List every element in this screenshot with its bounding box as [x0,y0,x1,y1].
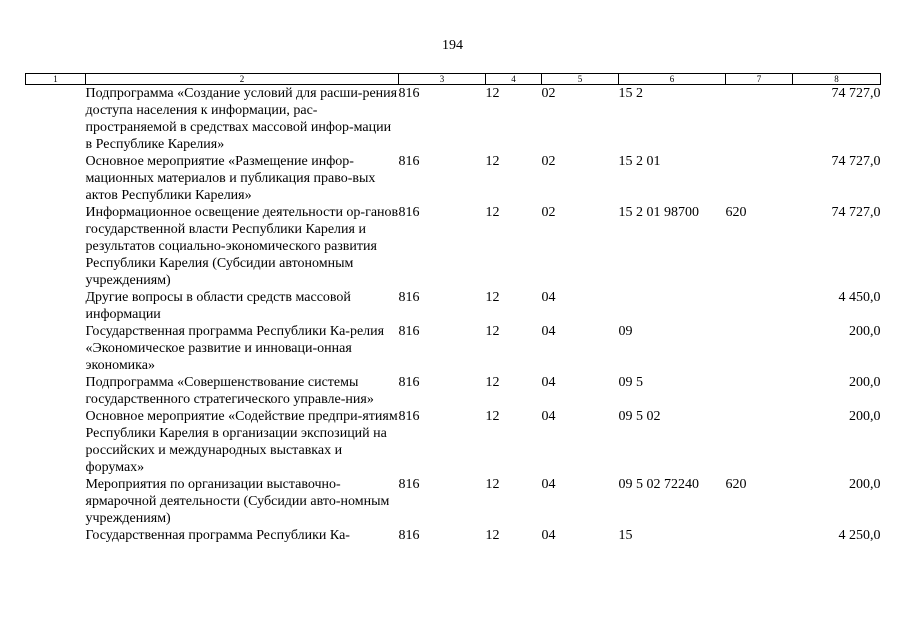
row-expense-type-code [726,289,793,323]
row-expense-type-code [726,374,793,408]
row-section-code: 12 [485,528,500,543]
row-amount: 74 727,0 [831,154,881,169]
row-subsection-code: 04 [541,477,556,492]
row-department-code: 816 [398,528,420,543]
row-department-code: 816 [398,324,420,339]
row-department-code: 816 [398,290,420,305]
row-expense-type-code [726,527,793,544]
row-name: Подпрограмма «Совершенствование системы государственного стратегического управле-ния» [85,375,374,407]
row-name: Основное мероприятие «Содействие предпри-ятиям Республики Карелия в организации экспозиций на российских и международных выставках и форумах» [85,409,398,475]
row-target-item-code: 09 5 [618,375,643,390]
row-subsection-code: 04 [541,375,556,390]
row-section-code: 12 [485,290,500,305]
row-amount: 200,0 [849,324,881,339]
row-subsection-code: 02 [541,86,556,101]
column-number: 8 [793,74,881,85]
row-section-code: 12 [485,154,500,169]
row-target-item-code: 09 5 02 [618,409,661,424]
row-section-code: 12 [485,205,500,220]
row-subsection-code: 02 [541,154,556,169]
row-section-code: 12 [485,409,500,424]
row-department-code: 816 [398,205,420,220]
row-section-code: 12 [485,477,500,492]
row-expense-type-code [726,153,793,204]
column-number-row [26,74,881,85]
row-section-code: 12 [485,86,500,101]
row-amount: 4 450,0 [838,290,881,305]
row-subsection-code: 04 [541,409,556,424]
row-amount: 200,0 [849,409,881,424]
column-number: 3 [399,74,486,85]
row-department-code: 816 [398,375,420,390]
table-row [26,204,881,289]
table-row [26,527,881,544]
row-section-code: 12 [485,324,500,339]
table-row [26,289,881,323]
row-amount: 200,0 [849,375,881,390]
row-subsection-code: 04 [541,324,556,339]
row-subsection-code: 02 [541,205,556,220]
row-expense-type-code: 620 [725,477,747,492]
row-name: Мероприятия по организации выставочно-ярмарочной деятельности (Субсидии авто-номным учреждениям) [85,477,390,526]
row-subsection-code: 04 [541,528,556,543]
column-number: 7 [726,74,793,85]
row-target-item-code: 09 5 02 72240 [618,477,699,492]
row-expense-type-code [726,85,793,154]
table-row [26,476,881,527]
row-target-item-code [619,289,726,323]
row-expense-type-code: 620 [725,205,747,220]
row-expense-type-code [726,323,793,374]
row-department-code: 816 [398,86,420,101]
row-target-item-code: 15 [618,528,633,543]
column-number: 2 [86,74,399,85]
row-name: Государственная программа Республики Ка- [85,528,350,543]
row-department-code: 816 [398,477,420,492]
row-name: Подпрограмма «Создание условий для расши-рения доступа населения к информации, рас-пространяемой в средствах массовой инфор-мации в Республике Карелия» [85,86,398,152]
row-target-item-code: 15 2 01 [618,154,661,169]
row-department-code: 816 [398,154,420,169]
row-name: Основное мероприятие «Размещение инфор-мационных материалов и публикация право-вых актов Республики Карелия» [85,154,376,203]
row-target-item-code: 15 2 01 98700 [618,205,699,220]
table-row [26,408,881,476]
page-number: 194 [442,38,463,53]
row-amount: 74 727,0 [831,86,881,101]
row-expense-type-code [726,408,793,476]
row-amount: 4 250,0 [838,528,881,543]
table-row [26,153,881,204]
column-number: 6 [619,74,726,85]
row-target-item-code: 15 2 [618,86,643,101]
budget-table [25,73,881,544]
column-number: 4 [486,74,542,85]
column-number: 1 [26,74,86,85]
row-name: Информационное освещение деятельности ор-ганов государственной власти Республики Карелия и результатов социально-экономического развития Республики Карелия (Субсидии автономным учреждениям) [85,205,399,288]
row-department-code: 816 [398,409,420,424]
row-amount: 200,0 [849,477,881,492]
row-section-code: 12 [485,375,500,390]
row-name: Другие вопросы в области средств массовой информации [85,290,351,322]
row-target-item-code: 09 [618,324,633,339]
row-amount: 74 727,0 [831,205,881,220]
column-number: 5 [542,74,619,85]
table-row [26,374,881,408]
table-row [26,323,881,374]
table-row [26,85,881,154]
row-subsection-code: 04 [541,290,556,305]
row-name: Государственная программа Республики Ка-релия «Экономическое развитие и инноваци-онная экономика» [85,324,385,373]
